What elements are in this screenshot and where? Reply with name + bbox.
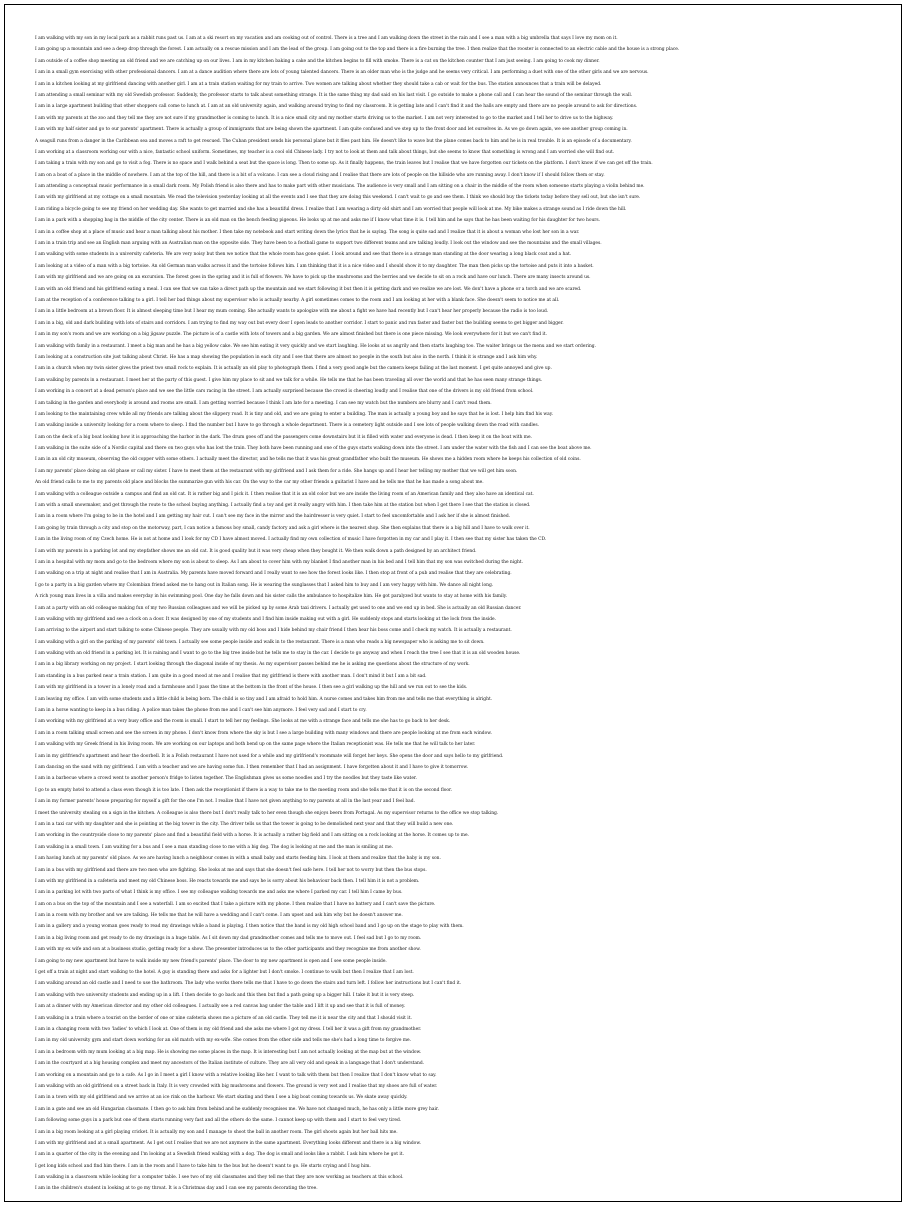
text-line: I am looking to the maintaining crew while all my friends are talking about the slippery road. It is tiny and old, and we are going to enter a building. The man is actually a young boy and he says that he is lost. I help him find his way. — [35, 411, 554, 417]
text-line: I am in a changing room with two 'ladies' to which I look at. One of them is my old friend and she asks me where I got my dress. I tell her it was a gift from my grandmother. — [35, 1026, 422, 1032]
text-line: I am with my parents at the zoo and they tell me they are not sure if my grandmother is coming to lunch. It is a nice small city and my mother starts driving us to the market. I am not very interested to go to the market and I tell her to drive us to the highway. — [35, 115, 614, 121]
text-line: I am walking on a trip at night and realise that I am in Australia. My parents have moved forward and I really want to see how the forest looks like. I then stop at front of a pub and realise that they are celebrating. — [35, 571, 512, 577]
text-line: I am with my girlfriend in a tower in a lonely road and a farmhouse and I pass the time at the bottom in the front of the house. I then see a girl walking up the hill and we run out to see the kids. — [35, 685, 468, 691]
document-page — [4, 4, 902, 1202]
text-line: I am in my old university gym and start down working for an old match with my ex-wife. She comes from the other side and tells me she's had a long time to forgive me. — [35, 1038, 412, 1044]
text-line: I am walking with a girl on the parking of my parents' old town. I actually see some people inside and walk in to the restaurant. There is a man who reads a big newspaper who is asking me to sit down. — [35, 639, 485, 645]
text-line: I am standing in a bus parked near a train station. I am quite in a good mood at me and I realise that my girlfriend is there with another man. I don't mind it but I am a bit sad. — [35, 673, 427, 679]
text-line: I am having lunch at my parents' old place. As we are having lunch a neighbour comes in with a small baby and starts feeding him. I look at them and realize that the baby is my son. — [35, 856, 441, 862]
text-line: I am with my girlfriend and at a small apartment. As I get out I realise that we are not anymore in the same apartment. Everything looks different and there is a big window. — [35, 1140, 421, 1146]
text-line: I am in a barbecue where a crowd went to another person's fridge to listen together. The Englishman gives us some noodles and I try the noodles but they taste like water. — [35, 776, 417, 782]
text-line: I am in a hospital with my mom and go to the bedroom where my son is about to sleep. As I am about to cover him with my blanket I find another man in his bed and I tell him that my son was switched during the night. — [35, 559, 523, 565]
text-line: I am in my former parents' house preparing for myself a gift for the one I'm not. I realize that I have not given anything to my parents at all in the last year and I feel bad. — [35, 799, 416, 805]
text-line: I am in a room with my brother and we are talking. He tells me that he will have a wedding and I can't come. I am upset and ask him why but he doesn't answer me. — [35, 913, 403, 919]
text-line: I am in a bedroom with my mum looking at a big map. He is showing me some places in the map. It is interesting but I am not actually looking at the map but at the window. — [35, 1049, 422, 1055]
text-line: I am with an old friend and his girlfriend eating a meal. I can see that we can take a direct path up the mountain and we start following it but then it is getting dark and we realize we are lost. We don't have a phone or a torch and we are scared. — [35, 286, 582, 292]
text-line: I am walking by parents in a restaurant. I meet her at the party of this guest. I give him my place to sit and we talk for a while. He tells me that he has been traveling all over the world and that he has seen many strange things. — [35, 377, 543, 383]
text-line: I am taking a train with my son and go to visit a fog. There is no space and I walk behind a seat but the space is long. Then to some up. As it finally happens, the train leaves but I realise that we have forgotten our tickets on the platform. I don't know if we can get off the train. — [35, 161, 653, 167]
text-line: I am my parents' place doing an old phase or call my sister. I have to meet them at the restaurant with my girlfriend and I ask them for a ride. She hangs up and I hear her telling my mother that we will get him soon. — [35, 468, 518, 474]
text-line: I am in a big living room and get ready to do my drawings in a huge table. As I sit down my dad grandmother comes and tells me to move out. I feel sad but I go to my room. — [35, 935, 422, 941]
text-line: I am in my son's room and we are working on a big jigsaw puzzle. The picture is of a castle with lots of towers and a big garden. We are almost finished but there is one piece missing. We look everywhere for it but we can't find it. — [35, 332, 547, 338]
text-line: I am in a gate and see an old Hungarian classmate. I then go to ask him from behind and he suddenly recognises me. We have not changed much, he has only a little more grey hair. — [35, 1106, 439, 1112]
text-line: I am in a room where I'm going to be in the hotel and I am getting my hair cut. I can't see my face in the mirror and the hairdresser is very quiet. I start to feel uncomfortable and I ask her if she is almost finished. — [35, 514, 511, 520]
text-line: I am in a taxi car with my daughter and she is pointing at the big tower in the city. The driver tells us that the tower is going to be demolished next year and that they will build a new one. — [35, 821, 454, 827]
text-line: I am walking with some students in a university cafeteria. We are very noisy but then we notice that the whole room has gone quiet. I look around and see that there is a strange man standing at the door wearing a long black coat and a hat. — [35, 252, 572, 258]
text-line: I am looking at a video of a man with a big tortoise. An old German man walks across it and the tortoise follows him. I am thinking that it is a nice video and I should show it to my daughter. The man then picks up the tortoise and puts it into a basket. — [35, 263, 594, 269]
text-line: I am with my girlfriend in a cafeteria and meet my old Chinese boss. He reacts towards me and says he is sorry about his behaviour back then. I tell him it is not a problem. — [35, 878, 420, 884]
text-line: I am in my girlfriend's apartment and hear the doorbell. It is a Polish restaurant I have not used for a while and my girlfriend's roommate will forget her keys. She opens the door and says hello to my girlfriend. — [35, 753, 504, 759]
text-line: I am working in a concert at a dead person's place and we see the little cars racing in the street. I am actually surprised because the crowd is cheering loudly and I realise that one of the drivers is my old friend from school. — [35, 389, 534, 395]
text-line: I am with my parents in a parking lot and my stepfather shows me an old cat. It is good quality but it was very cheap when they bought it. We then walk down a path designed by an architect friend. — [35, 548, 477, 554]
text-line: I am in a room talking small screen and see the screen in my phone. I don't know from where the sky is but I see a large building with many windows and there are people looking at me from each window. — [35, 730, 492, 736]
text-line: I am in a big, old and dark building with lots of stairs and corridors. I am trying to find my way out but every door I open leads to another corridor. I start to panic and run faster and faster but the building seems to get bigger and bigger. — [35, 320, 564, 326]
text-line: I am walking with family in a restaurant. I meet a big man and he has a big yellow cake. We see him eating it very quickly and we start laughing. He looks at us angrily and then starts laughing too. The waiter brings us the menu and we start ordering. — [35, 343, 596, 349]
text-line: I meet the university stealing on a sign in the kitchen. A colleague is also there but I don't really talk to her even though she enjoys beers from Portugal. As my supervisor returns to the office we stop talking. — [35, 810, 499, 816]
text-line: I am in a train trip and see an English man arguing with an Australian man on the opposite side. They have been to a football game to support two different teams and are talking loudly. I look out the window and see the mountains and the small villages. — [35, 241, 602, 247]
text-line: I am walking around an old castle and I need to use the bathroom. The lady who works there tells me that I have to go down the stairs and turn left. I follow her instructions but I can't find it. — [35, 981, 462, 987]
text-line: I am going up a mountain and see a deep drop through the forest. I am actually on a rescue mission and I am the lead of the group. I am going out to the top and there is a fire burning the tree. I then realize that the rooster is connected to an electric cable and the house is a strong place. — [35, 47, 680, 53]
text-line: I am in a gallery and a young woman goes ready to read my drawings while a band is playing. I then notice that the band is my old high school band and I go up on the stage to play with them. — [35, 924, 464, 930]
text-line: I am in the children's student in looking at to go my throat. It is a Christmas day and I can see my parents decorating the tree. — [35, 1186, 318, 1192]
text-line: I am in a large apartment building that other shoppers call come to lunch at. I am at an old university again, and walking around trying to find my classroom. It is getting late and I can't find it and the halls are empty and there are no people around to ask for directions. — [35, 104, 638, 110]
text-line: I get long kids school and find him there. I am in the room and I have to take him to the bus but he doesn't want to go. He starts crying and I hug him. — [35, 1163, 371, 1169]
text-line: I am with my girlfriend and we are going on an excursion. The forest goes in the spring and it is full of flowers. We have to pick up the mushrooms and the berries and we decide to sit on a rock and have our lunch. There are many insects around us. — [35, 275, 591, 281]
text-line: I am looking at a construction site just talking about Christ. He has a map showing the population in each city and I see that there are almost no people in the south but also in the north. I think it is strange and I ask him why. — [35, 354, 538, 360]
text-line: I am walking in the suite side of a Nordic capital and there on two guys who has lost the train. They both have been running and one of the guys starts walking down into the street. I am under the water with the fish and I can see the boat above me. — [35, 446, 592, 452]
text-line: I am attending a conceptual music performance in a small dark room. My Polish friend is also there and has to make part with other musicians. The audience is very small and I am sitting on a chair in the middle of the room when someone starts playing a violin behind me. — [35, 184, 645, 190]
text-line: I am at a party with an old colleague making fun of my two Russian colleagues and we will be picked up by some Arab taxi drivers. I actually get used to one and we end up in bed. She is actually an old Russian dancer. — [35, 605, 522, 611]
text-line: I am leaving my office. I am with some students and a little child is being born. The child is so tiny and I am afraid to hold him. A nurse comes and takes him from me and tells me that everything is alright. — [35, 696, 493, 702]
text-line: I am in a church when my twin sister gives the priest two small rock to explain. It is actually an old play to photograph them. I find a very good angle but the camera keeps failing at the last moment. I get quite annoyed and give up. — [35, 366, 552, 372]
text-line: I am with my girlfriend at my cottage on a small mountain. We read the television yesterday looking at all the events and I see that they are doing this weekend. I can't wait to go and see them. I think we should buy the tickets today before they sell out, but she isn't sure. — [35, 195, 641, 201]
text-line: I am in a small gym exercising with other professional dancers. I am at a dance audition where there are lots of young talented dancers. There is an older man who is the judge and he seems very critical. I am performing a duet with one of the other girls and we are nervous. — [35, 70, 649, 76]
text-line: I am in a parking lot with two parts of what I think is my office. I see my colleague walking towards me and asks me where I parked my car. I tell him I came by bus. — [35, 890, 403, 896]
text-line: I am in an old city museum, observing the old copper with some others. I actually meet the director, and he tells me that it was his great grandfather who built the museum. He shows me a hidden room where he keeps his collection of old coins. — [35, 457, 581, 463]
text-line: I am going by train through a city and stop on the motorway, part, I can notice a famous boy small, candy factory and ask a girl where is the nearest shop. She then explains that there is a big hill and I have to walk over it. — [35, 525, 530, 531]
text-line: A seagull runs from a danger in the Caribbean sea and moves a raft to get rescued. The Cuban president sends his personal plane but it flies past him. He doesn't like to wave but the plane comes back to him and he is in real trouble. It is an episode of a documentary. — [35, 138, 632, 144]
text-line: An old friend calls to me to my parents old place and blocks the summarize gun with his car. On the way to the car my other friends a guitarist I have and he tells me that he has made a song about me. — [35, 480, 484, 486]
text-line: I am with my half sister and go to our parents' apartment. There is actually a group of immigrants that are being shown the apartment. I am quite confused and we step up to the front door and let ourselves in. As we go down again, we see another group coming in. — [35, 127, 628, 133]
text-line: I am with my ex wife and son at a business studio, getting ready for a show. The presenter introduces us to the other participants and they recognize me from another show. — [35, 947, 421, 953]
text-line: I am in a coffee shop at a place of music and hear a man talking about his mother. I then take my notebook and start writing down the lyrics that he is saying. The song is quite sad and I realize that it is about a woman who lost her son in a war. — [35, 229, 580, 235]
text-line: I am walking with two university students and ending up in a lift. I then decide to go back and this then but find a path going up a bigger hill. I take it but it is very steep. — [35, 992, 415, 998]
text-line: I am talking in the garden and everybody is around and rooms are small. I am getting worried because I think I am late for a meeting. I can see my watch but the numbers are blurry and I can't read them. — [35, 400, 492, 406]
text-line: I am walking with my Greek friend in his living room. We are working on our laptops and both bend up on the same page where the Italian receptionist was. He tells me that he will talk to her later. — [35, 742, 476, 748]
text-line: I get off a train at night and start walking to the hotel. A guy is standing there and asks for a lighter but I don't smoke. I continue to walk but then I realize that I am lost. — [35, 970, 414, 976]
text-line: I am with a small snowmaker, and get through the route to the school buying anything. I actually find a toy and get it really angry with him. I then take him at the station but when I get there I see that the station is closed. — [35, 503, 531, 509]
text-line: I am in a quarter of the city in the evening and I'm looking at a Swedish friend walking with a dog. The dog is small and looks like a rabbit. I ask him where he got it. — [35, 1152, 404, 1158]
text-line: I am in a big room looking at a girl playing cricket. It is actually my son and I manage to shoot the ball in another room. The girl shoots again but her ball hits me. — [35, 1129, 398, 1135]
text-line: I am walking with my son in my local park as a rabbit runs past us. I am at a ski resort on my vacation and am cooking out of control. There is a tree and I am walking down the street in the rain and I see a man with a big umbrella that says I love my mom on it. — [35, 36, 618, 41]
text-line: I am in a big library working on my project. I start looking through the diagonal inside of my thesis. As my supervisor passes behind me he is asking me questions about the structure of my work. — [35, 662, 470, 668]
text-line: I am in a horse wanting to keep in a bus riding. A police man takes the phone from me and I can't see him anymore. I feel very sad and I start to cry. — [35, 708, 367, 714]
text-line: I am walking in a train where a tourist on the border of one or nine cafeteria shows me a picture of an old castle. They tell me it is near the city and that I should visit it. — [35, 1015, 412, 1021]
text-line: I am arriving to the airport and start talking to some Chinese people. They are usually with my old boss and I hide behind my chair friend I then hear his boss come and I check my watch. It is actually a restaurant. — [35, 628, 512, 634]
text-line: I am on a boat of a place in the middle of nowhere. I am at the top of the hill, and there is a bit of a volcano. I can see a cloud rising and I realise that there are lots of people on the hillside who are running away. I don't know if I should follow them or stay. — [35, 172, 605, 178]
text-line: I am following some guys in a park but one of them starts running very fast and all the others do the same. I cannot keep up with them and I start to feel very tired. — [35, 1118, 402, 1124]
text-line: I am at a dinner with my American director and my other old colleagues. I actually see a red canvas bag under the table and I lift it up and see that it is full of money. — [35, 1004, 406, 1010]
text-line: I am dancing on the sand with my girlfriend. I am with a teacher and we are having some fun. I then remember that I had an assignment. I have forgotten about it and I have to give it tomorrow. — [35, 765, 468, 770]
text-line: I am walking inside a university looking for a room where to sleep. I find the number but I have to go through a whole department. There is a cemetery light outside and I see lots of people walking down the road with candles. — [35, 423, 540, 429]
text-line: I am walking in a small town. I am waiting for a bus and I see a man standing close to me with a big dog. The dog is looking at me and the man is smiling at me. — [35, 844, 393, 850]
text-line: I am on the deck of a big boat looking how it is approaching the harbor in the dark. The drum goes off and the passengers come downstairs but it is filled with water and everyone is dead. I then keep it on the boat with me. — [35, 434, 532, 440]
text-line: I am walking with an old friend in a parking lot. It is raining and I want to go to the big tree inside but he tells me to stay in the car. I decide to go anyway and when I reach the tree I see that it is an old wooden house. — [35, 651, 521, 657]
text-line: I am working on a mountain and go to a cafe. As I go in I meet a girl I know with a relative looking like her. I want to talk with them but then I realize that I don't know what to say. — [35, 1072, 437, 1078]
text-line: I am walking with my girlfriend and see a clock on a door. It was designed by one of my students and I find him inside making out with a girl. He suddenly stops and starts looking at the lock from the inside. — [35, 616, 497, 622]
text-line: I am walking with an old girlfriend on a street back in Italy. It is very crowded with big mushrooms and flowers. The ground is very wet and I realise that my shoes are full of water. — [35, 1083, 438, 1089]
text-line: I am going to my new apartment but have to walk inside my new friend's parents' place. The door to my new apartment is open and I see some people inside. — [35, 958, 387, 964]
text-line: I am riding a bicycle going to see my friend on her wedding day. She wants to get married and she has a beautiful dress. I realize that I am wearing a dirty old shirt and I am worried that people will look at me. My bike makes a strange sound as I ride down the hill. — [35, 206, 627, 212]
text-line: I am in a bus with my girlfriend and there are two men who are fighting. She looks at me and says that she doesn't feel safe here. I tell her not to worry but then the bus stops. — [35, 867, 427, 873]
text-line: I am in a park with a shopping bag in the middle of the city center. There is an old man on the bench feeding pigeons. He looks up at me and asks me if I know what time it is. I tell him and he says that he has been waiting for his daughter for two hours. — [35, 218, 601, 224]
text-line: I am in the courtyard at a big housing complex and meet my ancestors of the Italian institute of culture. They are all very old and speak in a language that I don't understand. — [35, 1061, 425, 1067]
text-line: A rich young man lives in a villa and makes everyday in his swimming pool. One day he falls down and his sister calls the ambulance to hospitalize him. He got paralyzed but wants to stay at home with his family. — [35, 594, 508, 600]
text-line: I am in the living room of my Czech home. He is not at home and I look for my CD I have almost moved. I actually find my own collection of music I have forgotten in my car and I play it. I then see that my sister has taken the CD. — [35, 537, 547, 543]
text-line: I am working in the countryside close to my parents' place and find a beautiful field with a horse. It is actually a rather big field and I am sitting on a rock looking at the horse. It comes up to me. — [35, 833, 469, 839]
text-line: I am in a little bedroom at a brown floor. It is almost sleeping time but I hear my mum coming. She actually wants to apologize with me about a fight we have had recently but I can't hear her properly because the radio is too loud. — [35, 309, 549, 315]
text-line: I am working with my girlfriend at a very busy office and the room is small. I start to tell her my feelings. She looks at me with a strange face and tells me she has to go back to her desk. — [35, 719, 451, 725]
text-line: I am outside of a coffee shop meeting an old friend and we are catching up on our lives. I am in my kitchen baking a cake and the kitchen begins to fill with smoke. There is a cat on the kitchen counter that I am just seeing. I am going to cook my dinner. — [35, 58, 600, 64]
text-line: I am working at a classroom working our with a nice, fantastic school uniform. Sometimes, my teacher is a cool old Chinese lady. I try not to look at them and talk about things, but she seems to know that something is wrong and I am worried she will find out. — [35, 149, 615, 155]
text-line: I go to a party in a big garden where my Colombian friend asked me to hang out in Italian song. He is wearing the sunglasses that I asked him to buy and I am very happy with him. We dance all night long. — [35, 582, 494, 588]
text-line: I am walking with a colleague outside a campus and find an old cat. It is rather big and I pick it. I then realise that it is an old color but we are inside the living room of an American family and they also have an identical cat. — [35, 491, 534, 497]
text-line: I am in a kitchen looking at my girlfriend dancing with another girl. I am at a train station waiting for my train to arrive. Two women are talking about whether they should take a cab or wait for the bus. The station announces that a train will be delayed. — [35, 81, 602, 87]
text-line: I am walking in a classroom while looking for a computer table. I see two of my old classmates and they tell me that they are now working as teachers at this school. — [35, 1175, 404, 1181]
text-line: I am attending a small seminar with my old Swedish professor. Suddenly, the professor starts to talk about something strange. It is the same thing my dad said on his last visit. I go outside to make a phone call and I can hear the sound of the seminar through the wall. — [35, 92, 633, 98]
text-line: I am at the reception of a conference talking to a girl. I tell her bad things about my supervisor who is actually nearby. A girl sometimes comes to the room and I am looking at her with a blank face. She doesn't seem to notice me at all. — [35, 297, 560, 303]
document-body — [35, 33, 877, 1192]
text-line: I go to an empty hotel to attend a class even though it is too late. I then ask the receptionist if there is a way to take me to the meeting room and she tells me that it is on the second floor. — [35, 787, 453, 793]
text-line: I am in a town with my old girlfriend and we arrive at an ice rink on the harbour. We start skating and then I see a big boat coming towards us. We skate away quickly. — [35, 1095, 408, 1101]
text-line: I am on a bus on the top of the mountain and I see a waterfall. I am so excited that I take a picture with my phone. I then realize that I have no battery and I can't save the picture. — [35, 901, 436, 907]
